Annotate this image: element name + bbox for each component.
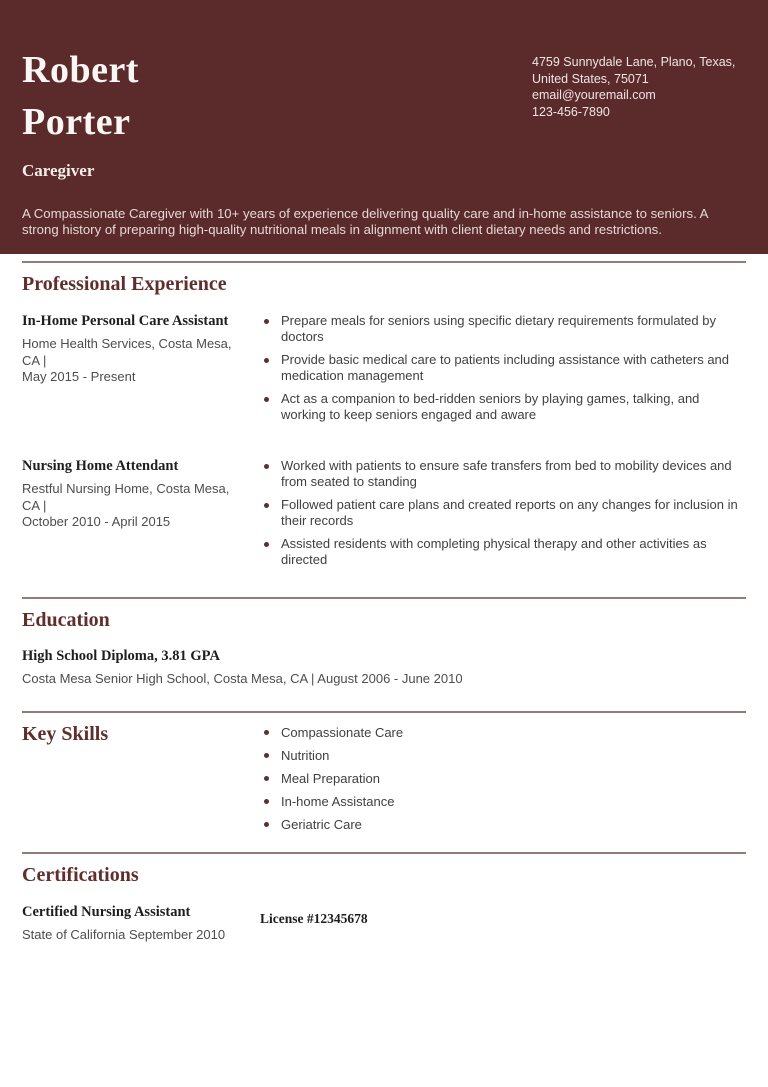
section-education: [22, 597, 746, 711]
skills-row: [22, 721, 746, 840]
skill-item: Nutrition: [260, 748, 746, 764]
job-entry-company: Restful Nursing Home, Costa Mesa, CA |: [22, 481, 230, 513]
job-bullet-list: [260, 313, 746, 430]
skill-item: In-home Assistance: [260, 794, 746, 810]
profile-summary: A Compassionate Caregiver with 10+ years of experience delivering quality care and in-home assistance to seniors. A strong history of preparing high-quality nutritional meals in alignment with client dietary needs and restrictions.: [22, 206, 708, 238]
section-heading-experience: Professional Experience: [22, 273, 227, 295]
bullet-item: Act as a companion to bed-ridden seniors by playing games, talking, and working to keep seniors engaged and aware: [260, 391, 746, 423]
contact-line: email@youremail.com: [532, 88, 656, 103]
skill-item: Meal Preparation: [260, 771, 746, 787]
job-entry-title: Nursing Home Attendant: [22, 458, 179, 474]
skill-item: Geriatric Care: [260, 817, 746, 833]
resume-body: [0, 261, 768, 943]
job-entry: [22, 458, 746, 575]
section-experience: [22, 261, 746, 597]
section-skills: [22, 711, 746, 852]
job-bullet-list: [260, 458, 746, 575]
certification-entry: [22, 904, 746, 944]
resume-header: [0, 0, 768, 254]
bullet-item: Provide basic medical care to patients including assistance with catheters and medication management: [260, 352, 746, 384]
section-heading-skills: Key Skills: [22, 722, 109, 745]
section-heading-education: Education: [22, 609, 110, 631]
education-meta: Costa Mesa Senior High School, Costa Mesa, CA | August 2006 - June 2010: [22, 671, 463, 686]
job-entry-title: In-Home Personal Care Assistant: [22, 313, 229, 329]
certification-title: Certified Nursing Assistant: [22, 903, 191, 920]
contact-line: 123-456-7890: [532, 105, 610, 120]
contact-line: 4759 Sunnydale Lane, Plano, Texas,: [532, 55, 736, 69]
name-line: Porter: [22, 101, 131, 143]
job-entry-dates: May 2015 - Present: [22, 369, 136, 384]
section-certifications: [22, 852, 746, 944]
education-entry: [22, 648, 746, 688]
section-heading-certifications: Certifications: [22, 863, 139, 886]
job-info: [22, 313, 260, 386]
job-entry-dates: October 2010 - April 2015: [22, 514, 171, 529]
skill-item: Compassionate Care: [260, 725, 746, 741]
skills-list: [260, 725, 746, 840]
bullet-item: Followed patient care plans and created reports on any changes for inclusion in their records: [260, 497, 746, 529]
job-title: Caregiver: [22, 161, 95, 180]
job-entry-company: Home Health Services, Costa Mesa, CA |: [22, 336, 232, 368]
certification-license: License #12345678: [260, 910, 368, 926]
contact-block: [532, 54, 735, 121]
education-degree: High School Diploma, 3.81 GPA: [22, 648, 220, 664]
contact-line: United States, 75071: [532, 71, 649, 86]
name-line: Robert: [22, 49, 139, 91]
job-info: [22, 458, 260, 531]
job-entry: [22, 313, 746, 430]
bullet-item: Assisted residents with completing physical therapy and other activities as directed: [260, 536, 746, 568]
bullet-item: Prepare meals for seniors using specific dietary requirements formulated by doctors: [260, 313, 746, 345]
certification-meta: State of California September 2010: [22, 926, 226, 942]
bullet-item: Worked with patients to ensure safe transfers from bed to mobility devices and from seated to standing: [260, 458, 746, 490]
certification-info: [22, 904, 260, 944]
